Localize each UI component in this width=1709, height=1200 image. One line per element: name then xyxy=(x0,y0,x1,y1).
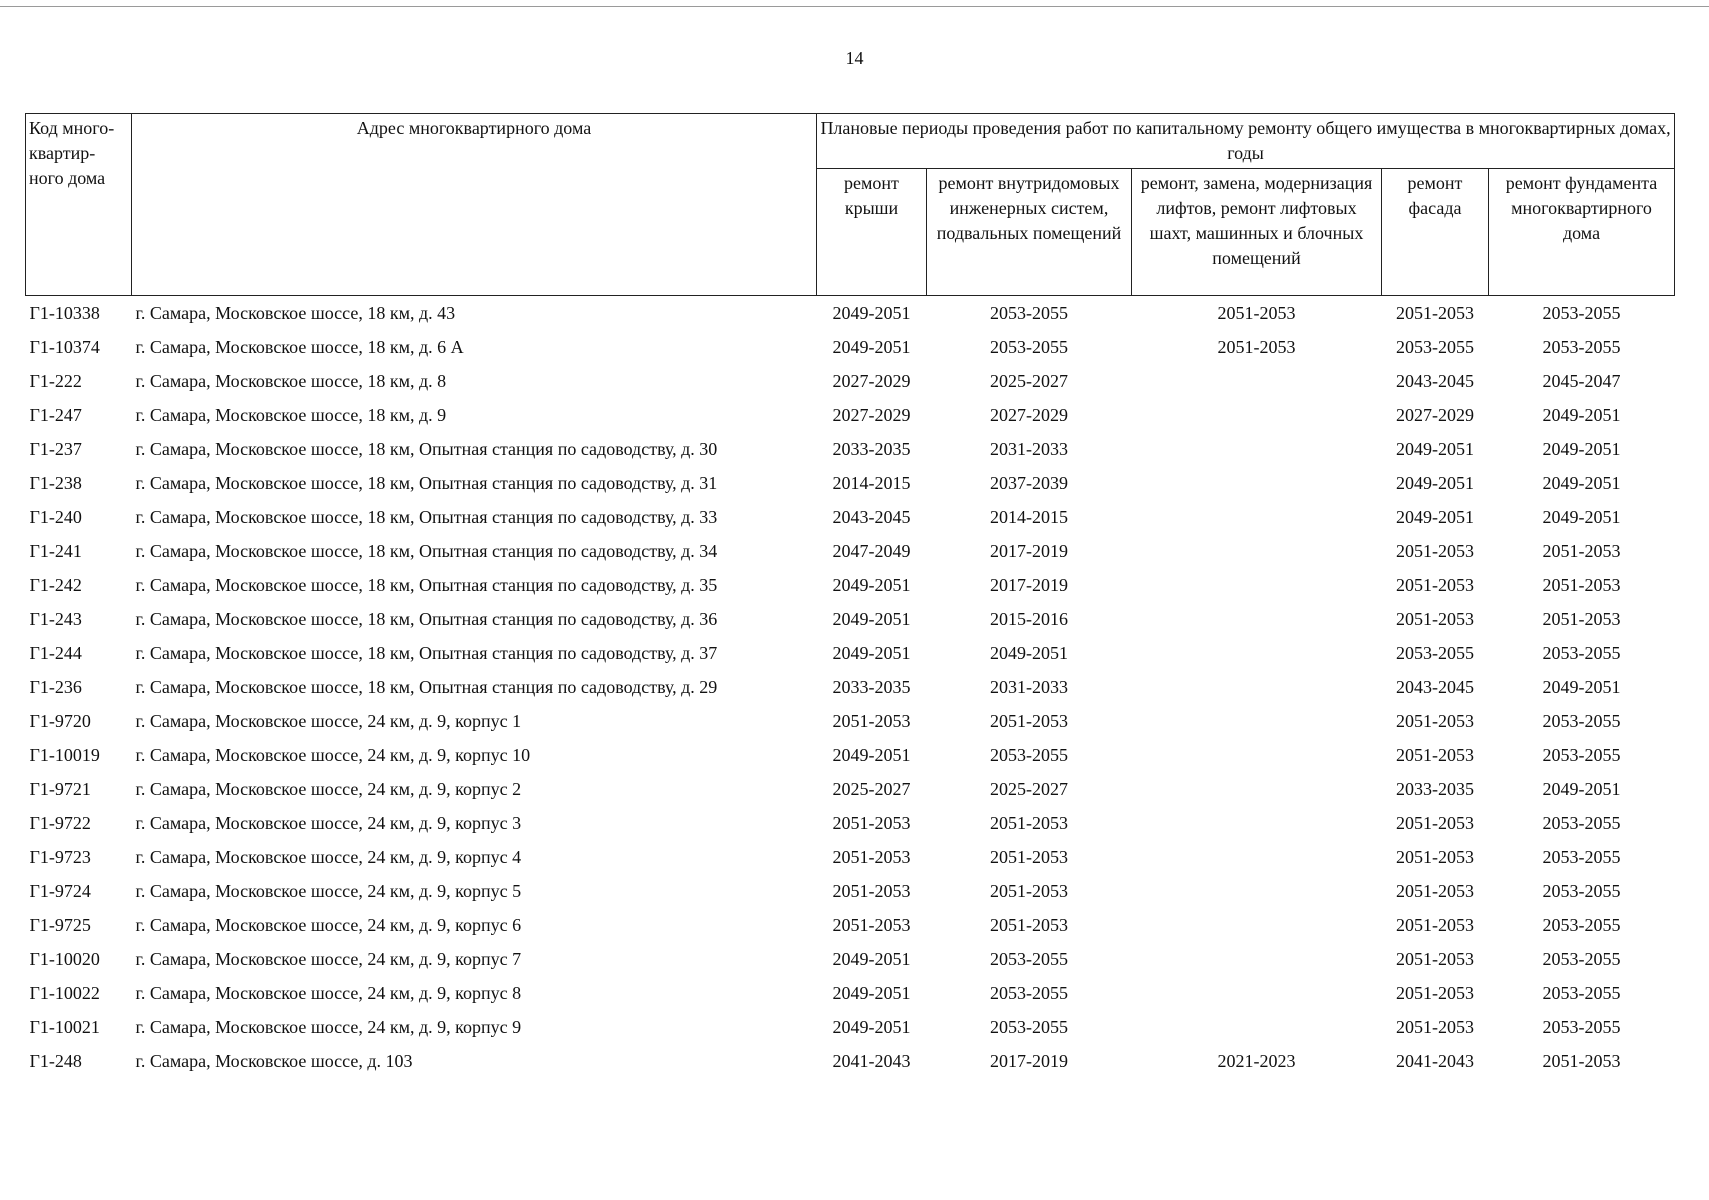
cell-lifts xyxy=(1132,1010,1382,1044)
cell-code: Г1-244 xyxy=(29,643,82,663)
cell-facade: 2051-2053 xyxy=(1396,303,1474,323)
cell-address: г. Самара, Московское шоссе, 24 км, д. 9, корпус 3 xyxy=(135,813,522,833)
table-row xyxy=(26,738,1675,772)
table-row xyxy=(26,636,1675,670)
cell-code: Г1-10019 xyxy=(29,745,100,765)
table-row xyxy=(26,466,1675,500)
cell-code: Г1-248 xyxy=(29,1051,82,1071)
cell-facade: 2051-2053 xyxy=(1396,847,1474,867)
cell-engineering: 2025-2027 xyxy=(990,779,1068,799)
cell-address: г. Самара, Московское шоссе, 24 км, д. 9, корпус 4 xyxy=(135,847,522,867)
cell-roof: 2051-2053 xyxy=(832,711,911,731)
cell-roof: 2041-2043 xyxy=(832,1051,911,1071)
cell-code: Г1-10338 xyxy=(29,303,100,323)
cell-foundation: 2053-2055 xyxy=(1542,915,1621,935)
cell-lifts xyxy=(1132,976,1382,1010)
cell-roof: 2049-2051 xyxy=(832,983,911,1003)
cell-roof: 2033-2035 xyxy=(832,439,911,459)
table-row xyxy=(26,942,1675,976)
table-row xyxy=(26,296,1675,331)
cell-address: г. Самара, Московское шоссе, 18 км, Опытная станция по садоводству, д. 35 xyxy=(135,575,718,595)
cell-code: Г1-9720 xyxy=(29,711,91,731)
cell-foundation: 2053-2055 xyxy=(1542,745,1621,765)
cell-lifts xyxy=(1132,772,1382,806)
cell-engineering: 2051-2053 xyxy=(990,847,1068,867)
cell-engineering: 2053-2055 xyxy=(990,1017,1068,1037)
cell-lifts xyxy=(1132,704,1382,738)
cell-roof: 2051-2053 xyxy=(832,813,911,833)
cell-lifts: 2051-2053 xyxy=(1217,303,1296,323)
cell-lifts: 2021-2023 xyxy=(1217,1051,1296,1071)
cell-facade: 2053-2055 xyxy=(1396,337,1474,357)
cell-roof: 2049-2051 xyxy=(832,303,911,323)
cell-roof: 2051-2053 xyxy=(832,915,911,935)
cell-facade: 2043-2045 xyxy=(1396,677,1474,697)
cell-lifts xyxy=(1132,432,1382,466)
cell-engineering: 2017-2019 xyxy=(990,1051,1068,1071)
cell-address: г. Самара, Московское шоссе, 24 км, д. 9, корпус 8 xyxy=(135,983,522,1003)
cell-roof: 2049-2051 xyxy=(832,1017,911,1037)
cell-facade: 2043-2045 xyxy=(1396,371,1474,391)
cell-foundation: 2049-2051 xyxy=(1542,779,1621,799)
cell-address: г. Самара, Московское шоссе, 24 км, д. 9, корпус 7 xyxy=(135,949,522,969)
cell-engineering: 2051-2053 xyxy=(990,881,1068,901)
cell-foundation: 2053-2055 xyxy=(1542,949,1621,969)
cell-address: г. Самара, Московское шоссе, 24 км, д. 9, корпус 2 xyxy=(135,779,522,799)
cell-facade: 2051-2053 xyxy=(1396,711,1474,731)
cell-address: г. Самара, Московское шоссе, 18 км, д. 6 А xyxy=(135,337,464,357)
cell-code: Г1-242 xyxy=(29,575,82,595)
cell-address: г. Самара, Московское шоссе, 24 км, д. 9, корпус 10 xyxy=(135,745,531,765)
cell-address: г. Самара, Московское шоссе, д. 103 xyxy=(135,1051,413,1071)
top-rule xyxy=(0,6,1709,7)
cell-foundation: 2049-2051 xyxy=(1542,405,1621,425)
cell-foundation: 2051-2053 xyxy=(1542,541,1621,561)
cell-foundation: 2053-2055 xyxy=(1542,337,1621,357)
header-engineering: ремонт внутридомовых инженерных систем, подвальных помещений xyxy=(927,169,1132,296)
cell-code: Г1-241 xyxy=(29,541,82,561)
cell-code: Г1-9721 xyxy=(29,779,91,799)
cell-code: Г1-222 xyxy=(29,371,82,391)
cell-roof: 2047-2049 xyxy=(832,541,911,561)
cell-code: Г1-237 xyxy=(29,439,82,459)
cell-facade: 2051-2053 xyxy=(1396,881,1474,901)
cell-engineering: 2053-2055 xyxy=(990,949,1068,969)
cell-code: Г1-9722 xyxy=(29,813,91,833)
cell-address: г. Самара, Московское шоссе, 24 км, д. 9, корпус 6 xyxy=(135,915,522,935)
cell-roof: 2051-2053 xyxy=(832,881,911,901)
cell-code: Г1-10020 xyxy=(29,949,100,969)
cell-roof: 2049-2051 xyxy=(832,745,911,765)
table-row xyxy=(26,602,1675,636)
cell-code: Г1-10374 xyxy=(29,337,100,357)
cell-lifts xyxy=(1132,364,1382,398)
cell-foundation: 2051-2053 xyxy=(1542,1051,1621,1071)
table-row xyxy=(26,908,1675,942)
cell-address: г. Самара, Московское шоссе, 24 км, д. 9, корпус 9 xyxy=(135,1017,522,1037)
cell-facade: 2049-2051 xyxy=(1396,507,1474,527)
table-row xyxy=(26,500,1675,534)
cell-lifts xyxy=(1132,670,1382,704)
cell-facade: 2041-2043 xyxy=(1396,1051,1474,1071)
cell-engineering: 2031-2033 xyxy=(990,677,1068,697)
cell-facade: 2053-2055 xyxy=(1396,643,1474,663)
header-lifts: ремонт, замена, модернизация лифтов, ремонт лифтовых шахт, машинных и блочных помещений xyxy=(1132,169,1382,296)
cell-facade: 2049-2051 xyxy=(1396,439,1474,459)
header-periods-group: Плановые периоды проведения работ по капитальному ремонту общего имущества в многоквартирных домах, годы xyxy=(817,114,1675,169)
table-row xyxy=(26,1044,1675,1078)
table-row xyxy=(26,432,1675,466)
table-row xyxy=(26,568,1675,602)
table-row xyxy=(26,534,1675,568)
cell-roof: 2051-2053 xyxy=(832,847,911,867)
table-row xyxy=(26,364,1675,398)
cell-lifts xyxy=(1132,398,1382,432)
cell-address: г. Самара, Московское шоссе, 18 км, д. 43 xyxy=(135,303,456,323)
cell-foundation: 2053-2055 xyxy=(1542,643,1621,663)
cell-address: г. Самара, Московское шоссе, 18 км, Опытная станция по садоводству, д. 31 xyxy=(135,473,718,493)
cell-address: г. Самара, Московское шоссе, 18 км, д. 9 xyxy=(135,405,447,425)
cell-engineering: 2053-2055 xyxy=(990,983,1068,1003)
table-row xyxy=(26,1010,1675,1044)
cell-roof: 2049-2051 xyxy=(832,337,911,357)
cell-foundation: 2051-2053 xyxy=(1542,609,1621,629)
cell-lifts xyxy=(1132,908,1382,942)
cell-foundation: 2049-2051 xyxy=(1542,439,1621,459)
cell-address: г. Самара, Московское шоссе, 18 км, Опытная станция по садоводству, д. 36 xyxy=(135,609,718,629)
table-row xyxy=(26,772,1675,806)
cell-lifts xyxy=(1132,636,1382,670)
cell-facade: 2051-2053 xyxy=(1396,609,1474,629)
table-body xyxy=(26,296,1675,1079)
cell-facade: 2033-2035 xyxy=(1396,779,1474,799)
cell-address: г. Самара, Московское шоссе, 18 км, Опытная станция по садоводству, д. 37 xyxy=(135,643,718,663)
cell-address: г. Самара, Московское шоссе, 18 км, д. 8 xyxy=(135,371,447,391)
table-row xyxy=(26,704,1675,738)
cell-roof: 2014-2015 xyxy=(832,473,911,493)
table-row xyxy=(26,330,1675,364)
table-row xyxy=(26,840,1675,874)
cell-engineering: 2017-2019 xyxy=(990,541,1068,561)
cell-foundation: 2053-2055 xyxy=(1542,813,1621,833)
cell-code: Г1-243 xyxy=(29,609,82,629)
cell-foundation: 2049-2051 xyxy=(1542,507,1621,527)
cell-engineering: 2015-2016 xyxy=(990,609,1068,629)
table-row xyxy=(26,976,1675,1010)
cell-lifts xyxy=(1132,874,1382,908)
header-code: Код много-квартир-ного дома xyxy=(26,114,132,296)
cell-roof: 2049-2051 xyxy=(832,643,911,663)
cell-code: Г1-9724 xyxy=(29,881,91,901)
cell-lifts: 2051-2053 xyxy=(1217,337,1296,357)
cell-engineering: 2017-2019 xyxy=(990,575,1068,595)
cell-address: г. Самара, Московское шоссе, 18 км, Опытная станция по садоводству, д. 33 xyxy=(135,507,718,527)
table-row xyxy=(26,874,1675,908)
cell-foundation: 2053-2055 xyxy=(1542,983,1621,1003)
cell-facade: 2051-2053 xyxy=(1396,745,1474,765)
cell-engineering: 2051-2053 xyxy=(990,915,1068,935)
cell-code: Г1-9725 xyxy=(29,915,91,935)
cell-address: г. Самара, Московское шоссе, 18 км, Опытная станция по садоводству, д. 34 xyxy=(135,541,718,561)
header-address: Адрес многоквартирного дома xyxy=(132,114,817,296)
cell-lifts xyxy=(1132,466,1382,500)
cell-lifts xyxy=(1132,840,1382,874)
page-number: 14 xyxy=(845,48,864,68)
cell-roof: 2033-2035 xyxy=(832,677,911,697)
cell-foundation: 2049-2051 xyxy=(1542,473,1621,493)
header-foundation: ремонт фундамента многоквартирного дома xyxy=(1489,169,1675,296)
cell-engineering: 2051-2053 xyxy=(990,813,1068,833)
cell-code: Г1-240 xyxy=(29,507,82,527)
cell-engineering: 2053-2055 xyxy=(990,745,1068,765)
cell-engineering: 2027-2029 xyxy=(990,405,1068,425)
cell-roof: 2027-2029 xyxy=(832,371,911,391)
cell-facade: 2051-2053 xyxy=(1396,949,1474,969)
cell-code: Г1-10022 xyxy=(29,983,100,1003)
cell-address: г. Самара, Московское шоссе, 18 км, Опытная станция по садоводству, д. 30 xyxy=(135,439,718,459)
cell-engineering: 2053-2055 xyxy=(990,303,1068,323)
cell-code: Г1-238 xyxy=(29,473,82,493)
cell-lifts xyxy=(1132,806,1382,840)
cell-foundation: 2051-2053 xyxy=(1542,575,1621,595)
cell-code: Г1-9723 xyxy=(29,847,91,867)
cell-lifts xyxy=(1132,568,1382,602)
cell-facade: 2051-2053 xyxy=(1396,575,1474,595)
table-row xyxy=(26,806,1675,840)
cell-address: г. Самара, Московское шоссе, 24 км, д. 9, корпус 1 xyxy=(135,711,522,731)
cell-foundation: 2053-2055 xyxy=(1542,847,1621,867)
cell-foundation: 2049-2051 xyxy=(1542,677,1621,697)
cell-facade: 2027-2029 xyxy=(1396,405,1474,425)
cell-code: Г1-10021 xyxy=(29,1017,100,1037)
cell-roof: 2049-2051 xyxy=(832,949,911,969)
cell-facade: 2051-2053 xyxy=(1396,541,1474,561)
cell-foundation: 2053-2055 xyxy=(1542,303,1621,323)
cell-lifts xyxy=(1132,534,1382,568)
cell-engineering: 2049-2051 xyxy=(990,643,1068,663)
cell-engineering: 2053-2055 xyxy=(990,337,1068,357)
cell-address: г. Самара, Московское шоссе, 18 км, Опытная станция по садоводству, д. 29 xyxy=(135,677,718,697)
cell-roof: 2049-2051 xyxy=(832,609,911,629)
cell-engineering: 2037-2039 xyxy=(990,473,1068,493)
cell-facade: 2049-2051 xyxy=(1396,473,1474,493)
cell-facade: 2051-2053 xyxy=(1396,915,1474,935)
cell-lifts xyxy=(1132,602,1382,636)
cell-facade: 2051-2053 xyxy=(1396,1017,1474,1037)
cell-engineering: 2031-2033 xyxy=(990,439,1068,459)
header-roof: ремонт крыши xyxy=(817,169,927,296)
cell-code: Г1-236 xyxy=(29,677,82,697)
table-header xyxy=(26,114,1675,296)
cell-lifts xyxy=(1132,500,1382,534)
cell-foundation: 2045-2047 xyxy=(1542,371,1621,391)
cell-engineering: 2025-2027 xyxy=(990,371,1068,391)
table-row xyxy=(26,398,1675,432)
cell-facade: 2051-2053 xyxy=(1396,983,1474,1003)
cell-engineering: 2014-2015 xyxy=(990,507,1068,527)
cell-address: г. Самара, Московское шоссе, 24 км, д. 9, корпус 5 xyxy=(135,881,522,901)
cell-roof: 2027-2029 xyxy=(832,405,911,425)
table-row xyxy=(26,670,1675,704)
repair-schedule-table xyxy=(25,113,1675,1078)
cell-roof: 2049-2051 xyxy=(832,575,911,595)
cell-code: Г1-247 xyxy=(29,405,82,425)
cell-roof: 2025-2027 xyxy=(832,779,911,799)
cell-lifts xyxy=(1132,942,1382,976)
cell-foundation: 2053-2055 xyxy=(1542,711,1621,731)
cell-roof: 2043-2045 xyxy=(832,507,911,527)
cell-lifts xyxy=(1132,738,1382,772)
header-facade: ремонт фасада xyxy=(1382,169,1489,296)
cell-engineering: 2051-2053 xyxy=(990,711,1068,731)
cell-foundation: 2053-2055 xyxy=(1542,1017,1621,1037)
cell-foundation: 2053-2055 xyxy=(1542,881,1621,901)
cell-facade: 2051-2053 xyxy=(1396,813,1474,833)
